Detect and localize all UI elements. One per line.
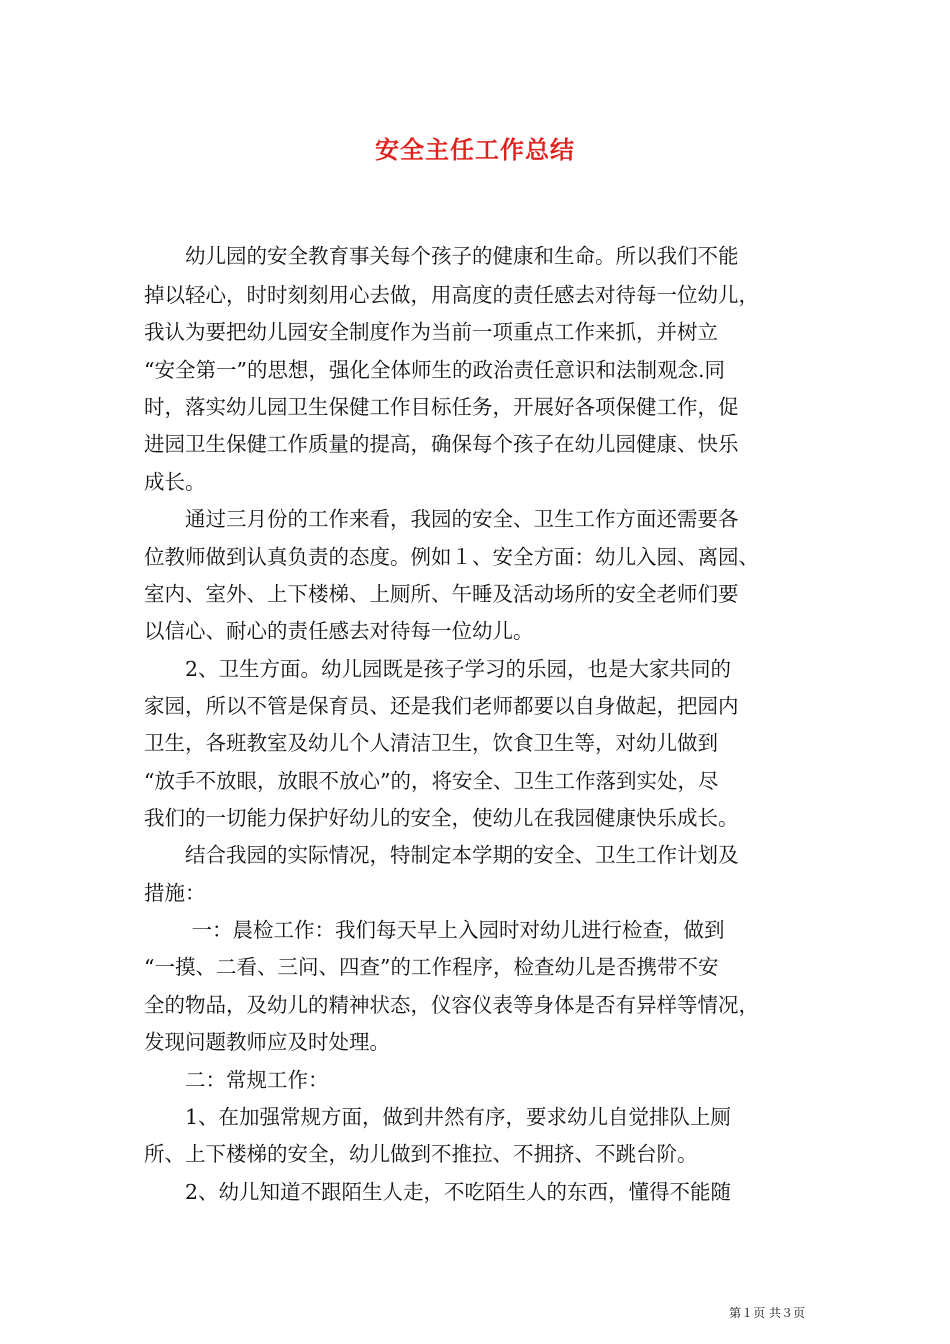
body-line: “安全第一”的思想，强化全体师生的政治责任意识和法制观念.同 [144, 358, 725, 382]
document-title: 安全主任工作总结 [375, 135, 575, 164]
body-line: 二：常规工作： [144, 1068, 329, 1092]
body-line: 以信心、耐心的责任感去对待每一位幼儿。 [144, 619, 534, 643]
page-indicator: 第１页 共３页 [729, 1306, 805, 1320]
body-line: 位教师做到认真负责的态度。例如１、安全方面：幼儿入园、离园、 [144, 545, 759, 569]
body-line: 幼儿园的安全教育事关每个孩子的健康和生命。所以我们不能 [144, 244, 739, 268]
body-line: 时，落实幼儿园卫生保健工作目标任务，开展好各项保健工作，促 [144, 395, 739, 419]
body-line: 通过三月份的工作来看，我园的安全、卫生工作方面还需要各 [144, 507, 739, 531]
body-line: 2、幼儿知道不跟陌生人走，不吃陌生人的东西，懂得不能随 [144, 1180, 732, 1204]
body-line: 成长。 [144, 470, 206, 494]
body-line: “放手不放眼，放眼不放心”的，将安全、卫生工作落到实处，尽 [144, 769, 719, 793]
body-line: 我认为要把幼儿园安全制度作为当前一项重点工作来抓，并树立 [144, 320, 718, 344]
body-line: 卫生，各班教室及幼儿个人清洁卫生，饮食卫生等，对幼儿做到 [144, 731, 718, 755]
body-line: “一摸、二看、三问、四查”的工作程序，检查幼儿是否携带不安 [144, 955, 719, 979]
body-line: 我们的一切能力保护好幼儿的安全，使幼儿在我园健康快乐成长。 [144, 806, 739, 830]
body-line: 室内、室外、上下楼梯、上厕所、午睡及活动场所的安全老师们要 [144, 582, 739, 606]
body-line: 所、上下楼梯的安全，幼儿做到不推拉、不拥挤、不跳台阶。 [144, 1142, 698, 1166]
body-line: 一：晨检工作：我们每天早上入园时对幼儿进行检查，做到 [144, 918, 725, 942]
body-line: 2、卫生方面。幼儿园既是孩子学习的乐园，也是大家共同的 [144, 657, 732, 681]
body-line: 措施： [144, 881, 206, 905]
body-line: 发现问题教师应及时处理。 [144, 1030, 390, 1054]
body-line: 进园卫生保健工作质量的提高，确保每个孩子在幼儿园健康、快乐 [144, 432, 739, 456]
body-line: 全的物品，及幼儿的精神状态，仪容仪表等身体是否有异样等情况， [144, 993, 759, 1017]
body-line: 家园，所以不管是保育员、还是我们老师都要以自身做起，把园内 [144, 694, 739, 718]
body-line: 掉以轻心，时时刻刻用心去做，用高度的责任感去对待每一位幼儿， [144, 283, 759, 307]
body-line: 结合我园的实际情况，特制定本学期的安全、卫生工作计划及 [144, 843, 739, 867]
body-line: 1、在加强常规方面，做到井然有序，要求幼儿自觉排队上厕 [144, 1105, 732, 1129]
